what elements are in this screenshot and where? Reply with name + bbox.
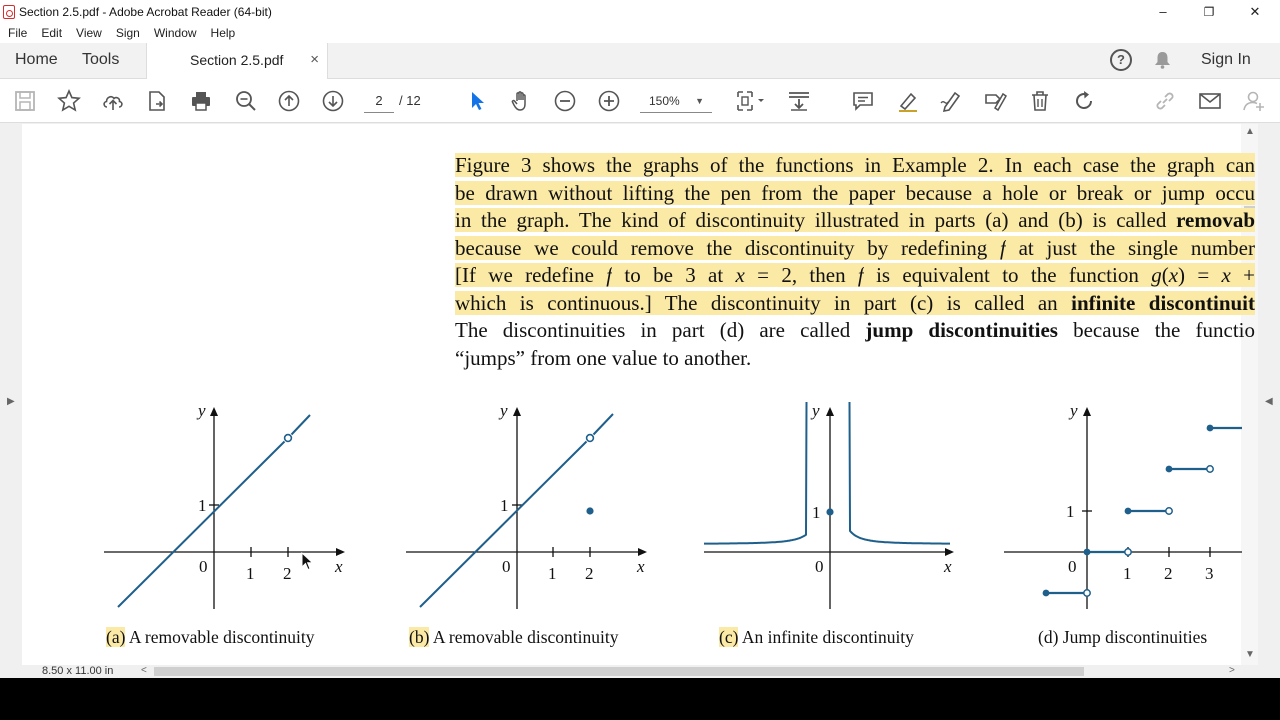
horizontal-scroll-thumb[interactable]	[154, 667, 1084, 676]
cloud-upload-icon[interactable]	[100, 88, 126, 114]
notification-bell-icon[interactable]	[1154, 51, 1171, 69]
y-axis-label: y	[500, 401, 508, 420]
sign-in-button[interactable]: Sign In	[1201, 51, 1251, 68]
paragraph-line	[455, 317, 1255, 345]
title-bar	[0, 0, 1280, 23]
save-icon[interactable]	[12, 88, 38, 114]
zoom-out-icon[interactable]	[552, 88, 578, 114]
paragraph-fragment: x	[735, 263, 745, 287]
scroll-mode-icon[interactable]	[786, 88, 812, 114]
pdf-page	[22, 124, 1256, 665]
paragraph-fragment: g	[1151, 263, 1162, 287]
caption-d-tag: (d)	[1038, 627, 1059, 647]
previous-page-icon[interactable]	[276, 88, 302, 114]
paragraph-line	[455, 262, 1255, 290]
paragraph-fragment: = 2, then	[744, 263, 858, 287]
paragraph-fragment: The discontinuities in part (d) are called	[455, 318, 866, 342]
paragraph-fragment: x	[1221, 263, 1231, 287]
expand-left-panel-icon[interactable]: ▶	[7, 396, 15, 407]
comment-icon[interactable]	[850, 88, 876, 114]
paragraph-line	[455, 207, 1255, 235]
hand-tool-icon[interactable]	[508, 88, 534, 114]
chevron-down-icon: ▼	[695, 96, 704, 106]
draw-sign-icon[interactable]	[938, 88, 964, 114]
toolbar	[0, 79, 1280, 123]
paragraph-fragment: (	[1161, 263, 1169, 287]
trash-icon[interactable]	[1027, 88, 1053, 114]
graph-c-infinite	[702, 402, 962, 617]
tab-bar	[0, 43, 1280, 79]
status-bar	[0, 665, 1280, 678]
tick-label-2: 2	[585, 564, 594, 583]
caption-a	[106, 627, 315, 648]
tab-home[interactable]: Home	[15, 51, 58, 68]
graph-b-removable	[404, 402, 654, 617]
x-axis-label: x	[637, 557, 645, 576]
paragraph-fragment: be drawn without lifting the pen from the paper because a hole or break or jump occu	[455, 180, 1255, 205]
caption-b	[409, 627, 618, 648]
origin-label: 0	[1068, 557, 1077, 576]
window-title: Section 2.5.pdf - Adobe Acrobat Reader (64-bit)	[19, 4, 272, 19]
fill-sign-icon[interactable]	[982, 88, 1008, 114]
paragraph-line	[455, 290, 1255, 318]
page-size-indicator: 8.50 x 11.00 in	[42, 665, 114, 677]
page-total: / 12	[399, 93, 421, 108]
minimize-button[interactable]: –	[1159, 4, 1167, 19]
next-page-icon[interactable]	[320, 88, 346, 114]
zoom-in-icon[interactable]	[596, 88, 622, 114]
tab-tools[interactable]: Tools	[82, 51, 120, 68]
paragraph-text	[455, 152, 1255, 372]
paragraph-fragment: infinite discontinuit	[1071, 290, 1256, 315]
origin-label: 0	[199, 557, 208, 576]
paragraph-line	[455, 345, 1255, 373]
page-fit-icon[interactable]	[733, 88, 767, 114]
select-cursor-icon[interactable]	[464, 88, 490, 114]
tick-label-y1: 1	[1066, 502, 1075, 521]
paragraph-fragment: is equivalent to the function	[863, 263, 1152, 287]
y-axis-label: y	[812, 401, 820, 420]
caption-c-tag: (c)	[719, 627, 739, 647]
paragraph-line	[455, 180, 1255, 208]
tick-label-1: 1	[548, 564, 557, 583]
paragraph-fragment: because we could remove the discontinuity by redefining	[455, 235, 1001, 260]
menu-bar	[0, 23, 1280, 43]
paragraph-fragment: jump discontinuities	[865, 318, 1058, 342]
caption-c	[719, 627, 914, 648]
expand-right-panel-icon[interactable]: ◀	[1265, 396, 1273, 407]
y-axis-label: y	[1070, 401, 1078, 420]
menu-help[interactable]: Help	[210, 26, 236, 40]
scroll-left-icon[interactable]: <	[141, 665, 147, 676]
document-export-icon[interactable]	[144, 88, 170, 114]
paragraph-fragment: to be 3 at	[612, 263, 736, 287]
rotate-icon[interactable]	[1071, 88, 1097, 114]
tab-document-label: Section 2.5.pdf	[190, 52, 284, 68]
scroll-up-icon[interactable]: ▲	[1245, 126, 1255, 137]
paragraph-fragment: in the graph. The kind of discontinuity illustrated in parts (a) and (b) is called	[455, 208, 1177, 232]
caption-d-text: Jump discontinuities	[1058, 627, 1208, 647]
paragraph-fragment: f	[857, 263, 864, 287]
tick-label-y1: 1	[812, 503, 821, 522]
tab-close-button[interactable]: ×	[310, 51, 319, 68]
right-panel-gutter	[1258, 124, 1280, 665]
page-number-input[interactable]: 2	[364, 89, 394, 113]
tab-document[interactable]	[146, 43, 328, 79]
x-axis-label: x	[335, 557, 343, 576]
menu-file[interactable]: File	[8, 26, 28, 40]
tick-label-2: 2	[283, 564, 292, 583]
paragraph-fragment: removab	[1176, 208, 1255, 232]
caption-b-tag: (b)	[409, 627, 430, 647]
graph-a-removable	[102, 402, 352, 617]
mouse-cursor-icon	[301, 552, 315, 572]
pdf-app-icon	[3, 5, 15, 19]
star-bookmark-icon[interactable]	[56, 88, 82, 114]
email-icon[interactable]	[1197, 88, 1223, 114]
paragraph-fragment: x	[1168, 263, 1179, 287]
paragraph-line	[455, 235, 1255, 263]
paragraph-fragment: “jumps” from one value to another.	[455, 345, 752, 370]
menu-edit[interactable]: Edit	[41, 26, 63, 40]
tick-label-1: 1	[1123, 564, 1132, 583]
caption-d	[1038, 627, 1207, 648]
tick-label-3: 3	[1205, 564, 1214, 583]
zoom-level-dropdown[interactable]	[640, 89, 712, 113]
menu-view[interactable]: View	[76, 26, 102, 40]
paragraph-fragment: f	[606, 263, 613, 287]
caption-b-text: A removable discontinuity	[429, 627, 619, 647]
paragraph-fragment: which is continuous.] The discontinuity in part (c) is called an	[455, 290, 1072, 315]
paragraph-fragment: because the functio	[1057, 318, 1255, 342]
menu-window[interactable]: Window	[153, 26, 197, 40]
tick-label-y1: 1	[500, 496, 509, 515]
caption-c-text: An infinite discontinuity	[738, 627, 914, 647]
x-axis-label: x	[944, 557, 952, 576]
link-icon[interactable]	[1152, 88, 1178, 114]
paragraph-fragment: [If we redefine	[455, 263, 607, 287]
menu-sign[interactable]: Sign	[115, 26, 140, 40]
close-window-button[interactable]: ✕	[1249, 3, 1261, 19]
caption-a-tag: (a)	[106, 627, 126, 647]
origin-label: 0	[502, 557, 511, 576]
zoom-level-value: 150%	[649, 94, 680, 108]
paragraph-fragment: +	[1230, 263, 1256, 287]
paragraph-line	[455, 152, 1255, 180]
scroll-down-icon[interactable]: ▼	[1245, 649, 1255, 660]
paragraph-fragment: Figure 3 shows the graphs of the functions in Example 2. In each case the graph can	[455, 153, 1255, 177]
tick-label-y1: 1	[198, 496, 207, 515]
graph-d-jump	[1002, 402, 1242, 617]
tick-label-2: 2	[1164, 564, 1173, 583]
scroll-right-icon[interactable]: >	[1229, 665, 1235, 676]
left-panel-gutter	[0, 124, 22, 665]
paragraph-fragment: f	[1000, 235, 1006, 260]
print-icon[interactable]	[188, 88, 214, 114]
paragraph-fragment: at just the single number	[1005, 235, 1255, 260]
caption-a-text: A removable discontinuity	[125, 627, 315, 647]
maximize-button[interactable]: ❐	[1203, 4, 1215, 19]
y-axis-label: y	[198, 401, 206, 420]
zoom-search-icon[interactable]	[233, 88, 259, 114]
origin-label: 0	[815, 557, 824, 576]
screen-bottom-black	[0, 678, 1280, 720]
help-icon[interactable]: ?	[1110, 49, 1132, 71]
paragraph-fragment: ) =	[1178, 263, 1222, 287]
highlight-pen-icon[interactable]	[895, 88, 921, 114]
tick-label-1: 1	[246, 564, 255, 583]
add-user-icon[interactable]	[1241, 88, 1267, 114]
